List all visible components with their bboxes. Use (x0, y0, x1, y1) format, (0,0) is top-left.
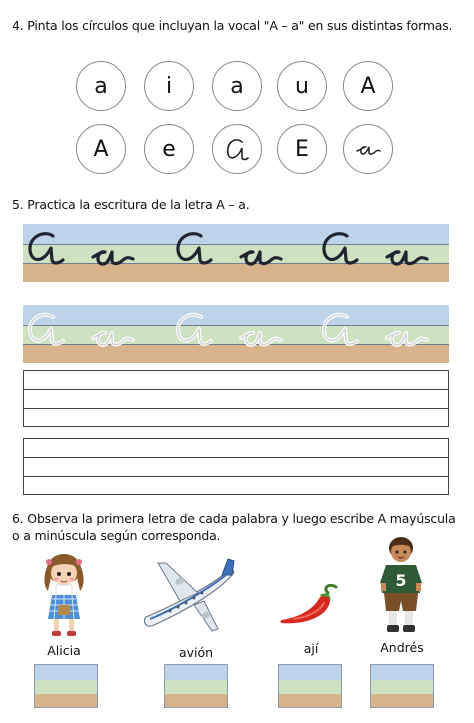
vowel-letter: i (165, 73, 173, 99)
answer-box-avion[interactable] (164, 664, 228, 708)
writing-lines-2[interactable] (23, 438, 449, 495)
vowel-circle[interactable] (76, 61, 126, 111)
a-cursive-lower-icon (353, 134, 383, 164)
cursive-letters-model (23, 224, 449, 282)
answer-box-aji[interactable] (278, 664, 342, 708)
girl-illustration (38, 553, 90, 643)
chili-pepper-illustration (278, 583, 340, 629)
vowel-letter: e (162, 136, 176, 162)
vowel-circle[interactable] (277, 61, 327, 111)
svg-text:5: 5 (395, 571, 407, 590)
vowel-circle[interactable] (144, 124, 194, 174)
vowel-circle[interactable] (343, 61, 393, 111)
word-alicia: Alicia (47, 643, 81, 658)
a-cursive-upper-icon (222, 134, 252, 164)
vowel-circle[interactable] (212, 124, 262, 174)
question-5-title: 5. Practica la escritura de la letra A – a. (12, 197, 250, 212)
vowel-circle[interactable] (277, 124, 327, 174)
vowel-letter: E (295, 136, 309, 162)
answer-box-andres[interactable] (370, 664, 434, 708)
answer-box-alicia[interactable] (34, 664, 98, 708)
question-6-title-line2: o a minúscula según corresponda. (12, 528, 221, 543)
writing-lines-1[interactable] (23, 370, 449, 427)
vowel-letter: a (230, 73, 244, 99)
word-avion: avión (178, 645, 214, 660)
model-writing-band (23, 224, 449, 282)
word-andres: Andrés (380, 640, 424, 655)
airplane-illustration (140, 557, 238, 635)
vowel-circle[interactable] (144, 61, 194, 111)
question-4-title: 4. Pinta los círculos que incluyan la vocal "A – a" en sus distintas formas. (12, 18, 453, 33)
vowel-letter: a (94, 73, 108, 99)
dotted-cursive-letters (23, 305, 449, 363)
vowel-letter: A (360, 73, 376, 99)
vowel-circle[interactable] (343, 124, 393, 174)
vowel-circle[interactable] (76, 124, 126, 174)
question-6-title-line1: 6. Observa la primera letra de cada palabra y luego escribe A mayúscula (12, 511, 456, 526)
tracing-band[interactable] (23, 305, 449, 363)
word-aji: ají (303, 641, 319, 656)
vowel-letter: u (295, 73, 309, 99)
vowel-letter: A (93, 136, 109, 162)
boy-illustration (378, 535, 424, 637)
vowel-circle[interactable] (212, 61, 262, 111)
